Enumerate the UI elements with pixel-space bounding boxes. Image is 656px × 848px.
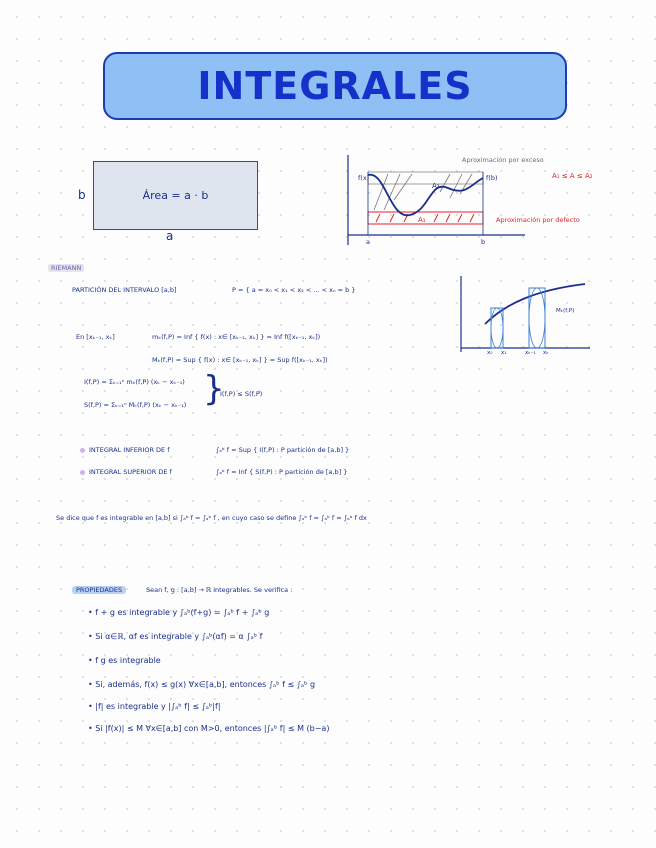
property-item: • Si α∈ℝ, αf es integrable y ∫ₐᵇ(αf) = α ∫ₐᵇ f — [88, 632, 263, 641]
property-item: • Si, además, f(x) ≤ g(x) ∀x∈[a,b], entonces ∫ₐᵇ f ≤ ∫ₐᵇ g — [88, 680, 316, 689]
upper-rect — [368, 172, 483, 184]
partition-definition: P = { a = x₀ < x₁ < x₂ < ... < xₙ = b } — [232, 286, 356, 294]
riemann-ellipse-2 — [529, 288, 545, 348]
lower-approx-label: Aproximación por defecto — [496, 216, 580, 224]
upper-hatch — [374, 174, 472, 210]
a1-label: A₁ — [418, 216, 426, 224]
graph-a-label: a — [366, 238, 370, 246]
sum-brace: } — [203, 369, 225, 409]
upper-sum: S(f,P) = Σₖ₌₁ⁿ Mₖ(f,P) (xₖ − xₖ₋₁) — [84, 401, 187, 409]
riemann-Mk-label: Mₖ(f,P) — [556, 308, 575, 314]
riemann-xk-1: xₖ₋₁ — [525, 350, 536, 356]
sum-inequality: I(f,P) ≤ S(f,P) — [220, 390, 263, 398]
rect-label-b: b — [78, 188, 86, 202]
properties-intro: Sean f, g : [a,b] → ℝ integrables. Se verifica : — [146, 586, 293, 594]
page-title: INTEGRALES — [197, 64, 473, 108]
upper-approx-label: Aproximación por exceso — [462, 156, 544, 164]
area-formula: Área = a · b — [142, 189, 209, 202]
riemann-xk: xₖ — [543, 350, 549, 356]
riemann-x0: x₀ — [487, 350, 493, 356]
lower-integral-definition: ∫ₐᵇ f = Sup { I(f,P) : P partición de [a,b] } — [216, 446, 350, 454]
property-item: • f + g es integrable y ∫ₐᵇ(f+g) = ∫ₐᵇ f + ∫ₐᵇ g — [88, 608, 270, 617]
properties-label: PROPIEDADES — [72, 586, 126, 594]
lower-integral-label — [80, 446, 170, 454]
bullet-dot — [80, 470, 85, 475]
property-item: • Si |f(x)| ≤ M ∀x∈[a,b] con M>0, entonces |∫ₐᵇ f| ≤ M (b−a) — [88, 724, 330, 733]
a2-label: A₂ — [432, 182, 440, 190]
Mk-definition: Mₖ(f,P) = Sup { f(x) : x∈ [xₖ₋₁, xₖ] } = Sup f([xₖ₋₁, xₖ]) — [152, 356, 328, 364]
bullet-dot — [80, 448, 85, 453]
fb-label: f(b) — [486, 174, 498, 182]
property-item: • f g es integrable — [88, 656, 161, 665]
upper-integral-label — [80, 468, 172, 476]
integrable-definition: Se dice que f es integrable en [a,b] si ∫ₐᵇ f = ∫ₐᵇ f , en cuyo caso se define ∫ₐᵇ f = ∫ₐᵇ f = ∫ₐᵇ f dx — [56, 514, 367, 522]
upper-integral-text: INTEGRAL SUPERIOR DE f — [89, 468, 172, 476]
riemann-graph — [455, 272, 595, 362]
upper-integral-definition: ∫ₐᵇ f = Inf { S(f,P) : P partición de [a,b] } — [216, 468, 348, 476]
area-inequality: A₁ ≤ A ≤ A₂ — [552, 172, 593, 180]
approximation-graph — [330, 150, 630, 250]
rect-label-a: a — [166, 229, 174, 243]
mk-definition: mₖ(f,P) = Inf { f(x) : x∈ [xₖ₋₁, xₖ] } = Inf f([xₖ₋₁, xₖ]) — [152, 333, 321, 341]
graph-b-label: b — [481, 238, 486, 246]
fx-label: f(x) — [358, 174, 370, 182]
property-item: • |f| es integrable y |∫ₐᵇ f| ≤ ∫ₐᵇ|f| — [88, 702, 221, 711]
lower-sum: I(f,P) = Σₖ₌₁ⁿ mₖ(f,P) (xₖ − xₖ₋₁) — [84, 378, 185, 386]
section-label-riemann: RIEMANN — [48, 264, 84, 272]
riemann-x1: x₁ — [501, 350, 507, 356]
partition-heading: PARTICIÓN DEL INTERVALO [a,b] — [72, 286, 177, 294]
title-banner — [103, 52, 567, 120]
area-rectangle — [93, 161, 258, 230]
interval-label: En [xₖ₋₁, xₖ] — [76, 333, 115, 341]
riemann-curve — [485, 284, 585, 324]
lower-integral-text: INTEGRAL INFERIOR DE f — [89, 446, 170, 454]
